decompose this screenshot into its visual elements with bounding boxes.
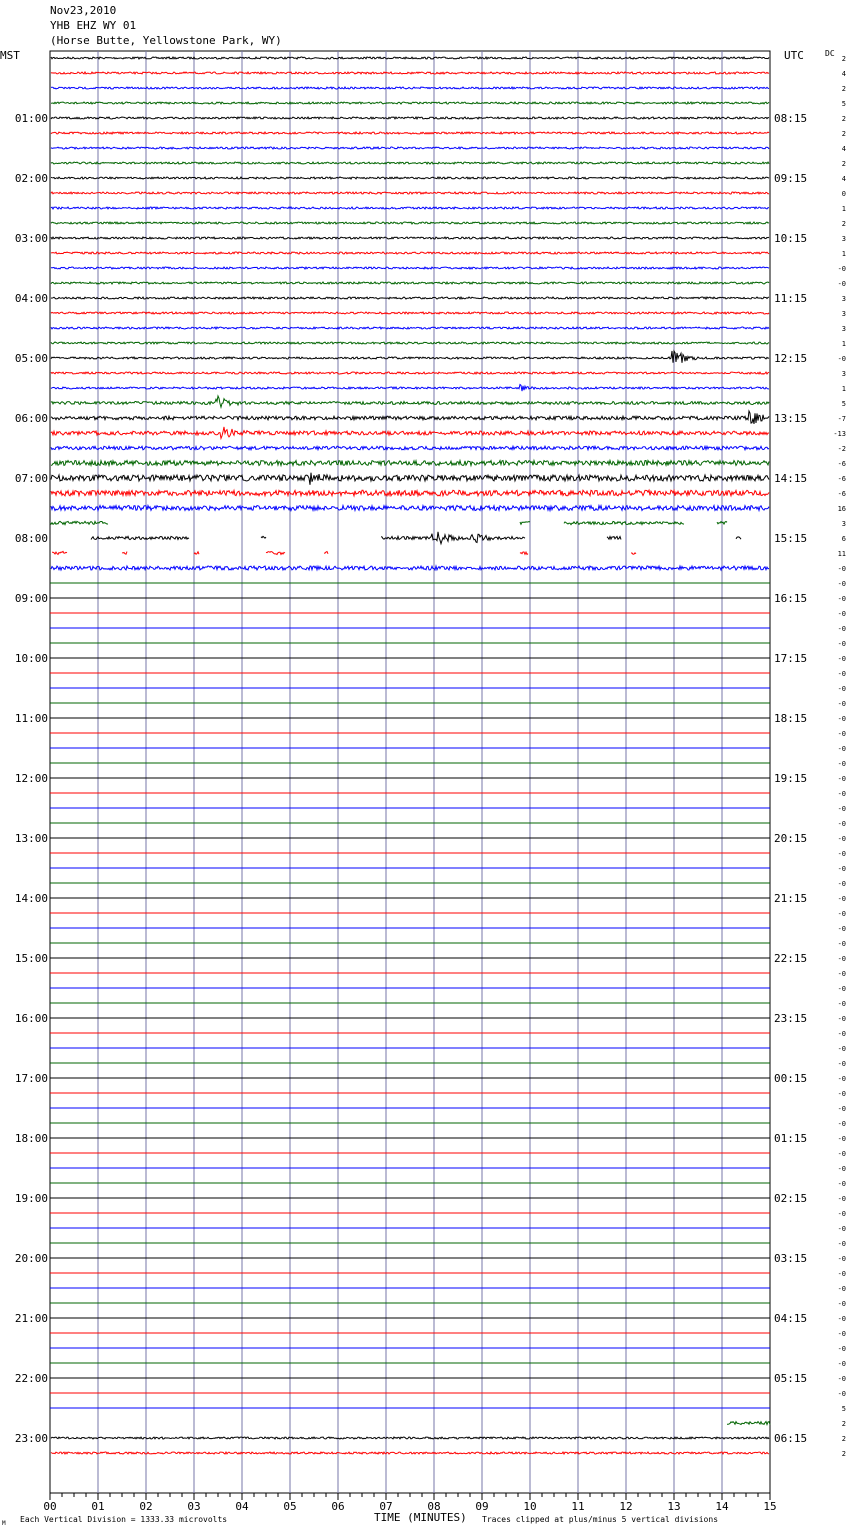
dc-offset-label: -0 [837, 1105, 846, 1113]
dc-column-title: DC [825, 49, 835, 58]
mst-hour-label: 06:00 [14, 412, 48, 425]
trace-segment [261, 536, 266, 538]
mst-hour-label: 11:00 [14, 712, 48, 725]
dc-offset-label: 4 [841, 70, 846, 78]
dc-offset-label: -7 [837, 415, 846, 423]
utc-hour-label: 13:15 [774, 412, 808, 425]
seismic-trace [51, 147, 769, 149]
mst-hour-label: 16:00 [14, 1012, 48, 1025]
dc-offset-label: 11 [837, 550, 846, 558]
dc-offset-label: -0 [837, 925, 846, 933]
dc-offset-label: -0 [837, 580, 846, 588]
seismic-trace [51, 351, 769, 363]
dc-offset-label: 2 [841, 1450, 846, 1458]
dc-offset-label: -0 [837, 1120, 846, 1128]
seismic-trace [51, 237, 769, 239]
x-tick-label: 06 [331, 1500, 345, 1513]
trace-segment [631, 553, 636, 554]
seismic-trace [51, 252, 769, 254]
dc-offset-label: -0 [837, 700, 846, 708]
dc-offset-label: 2 [841, 115, 846, 123]
dc-offset-label: -0 [837, 610, 846, 618]
dc-offset-label: 3 [841, 310, 846, 318]
dc-offset-label: -0 [837, 1045, 846, 1053]
seismic-trace [51, 1437, 769, 1439]
seismic-trace [51, 222, 769, 224]
dc-offset-label: -13 [833, 430, 846, 438]
mst-hour-label: 19:00 [14, 1192, 48, 1205]
corner-mark: M [2, 1520, 6, 1527]
mst-hour-label: 18:00 [14, 1132, 48, 1145]
utc-hour-label: 22:15 [774, 952, 808, 965]
dc-offset-label: 6 [841, 535, 846, 543]
utc-hour-label: 20:15 [774, 832, 808, 845]
dc-offset-label: 0 [841, 190, 846, 198]
mst-hour-label: 21:00 [14, 1312, 48, 1325]
dc-offset-label: 1 [841, 205, 846, 213]
x-tick-label: 03 [187, 1500, 201, 1513]
dc-offset-label: 2 [841, 130, 846, 138]
seismic-trace [51, 132, 769, 134]
x-tick-label: 13 [667, 1500, 681, 1513]
utc-hour-label: 18:15 [774, 712, 808, 725]
x-tick-label: 05 [283, 1500, 297, 1513]
mst-hour-label: 04:00 [14, 292, 48, 305]
seismic-trace [51, 117, 769, 119]
trace-segment [520, 552, 528, 554]
dc-offset-label: -0 [837, 850, 846, 858]
x-tick-label: 01 [91, 1500, 105, 1513]
utc-hour-label: 03:15 [774, 1252, 808, 1265]
dc-offset-label: -0 [837, 1135, 846, 1143]
trace-segment [52, 551, 67, 554]
mst-hour-label: 12:00 [14, 772, 48, 785]
dc-offset-label: -0 [837, 985, 846, 993]
dc-offset-label: -0 [837, 685, 846, 693]
utc-hour-label: 19:15 [774, 772, 808, 785]
dc-offset-label: 1 [841, 340, 846, 348]
seismic-trace [51, 427, 769, 439]
dc-offset-label: 3 [841, 235, 846, 243]
seismic-trace [51, 282, 769, 284]
seismic-trace [51, 385, 769, 392]
seismic-trace [51, 192, 769, 194]
seismic-trace [51, 461, 769, 466]
mst-hour-label: 09:00 [14, 592, 48, 605]
dc-offset-label: 2 [841, 85, 846, 93]
clip-note: Traces clipped at plus/minus 5 vertical divisions [482, 1515, 719, 1524]
dc-offset-label: -0 [837, 355, 846, 363]
utc-hour-label: 11:15 [774, 292, 808, 305]
seismic-trace [51, 473, 769, 485]
dc-offset-label: -0 [837, 1000, 846, 1008]
dc-offset-label: -0 [837, 970, 846, 978]
dc-offset-label: -2 [837, 445, 846, 453]
x-tick-label: 15 [763, 1500, 777, 1513]
dc-offset-label: -0 [837, 760, 846, 768]
utc-hour-label: 17:15 [774, 652, 808, 665]
mst-hour-label: 02:00 [14, 172, 48, 185]
mst-hour-label: 14:00 [14, 892, 48, 905]
utc-hour-label: 21:15 [774, 892, 808, 905]
mst-hour-label: 17:00 [14, 1072, 48, 1085]
utc-hour-label: 12:15 [774, 352, 808, 365]
seismic-trace [51, 72, 769, 74]
dc-offset-label: -0 [837, 1075, 846, 1083]
seismic-trace [51, 207, 769, 209]
scale-note: Each Vertical Division = 1333.33 microvolts [20, 1515, 228, 1524]
x-tick-label: 14 [715, 1500, 729, 1513]
dc-offset-label: -0 [837, 1360, 846, 1368]
trace-segment [736, 537, 741, 539]
dc-offset-label: 3 [841, 295, 846, 303]
utc-axis-title: UTC [784, 49, 804, 62]
dc-offset-label: -0 [837, 1210, 846, 1218]
dc-offset-label: -0 [837, 820, 846, 828]
dc-offset-label: -0 [837, 730, 846, 738]
dc-offset-label: 2 [841, 55, 846, 63]
dc-offset-label: -6 [837, 475, 846, 483]
dc-offset-label: -0 [837, 1180, 846, 1188]
seismic-trace [51, 102, 769, 104]
seismic-trace [51, 372, 769, 374]
dc-offset-label: 1 [841, 385, 846, 393]
mst-hour-label: 15:00 [14, 952, 48, 965]
dc-offset-label: -0 [837, 1240, 846, 1248]
trace-segment [727, 1422, 770, 1425]
dc-offset-label: -0 [837, 955, 846, 963]
dc-offset-label: -0 [837, 565, 846, 573]
dc-offset-label: -0 [837, 1375, 846, 1383]
dc-offset-label: 16 [837, 505, 846, 513]
mst-hour-label: 03:00 [14, 232, 48, 245]
seismic-trace [51, 1452, 769, 1454]
dc-offset-label: -0 [837, 835, 846, 843]
seismic-trace [51, 87, 769, 89]
utc-hour-label: 15:15 [774, 532, 808, 545]
dc-offset-label: -0 [837, 655, 846, 663]
x-axis-title: TIME (MINUTES) [374, 1511, 467, 1524]
seismic-trace [51, 177, 769, 179]
dc-offset-label: -0 [837, 940, 846, 948]
dc-offset-label: -0 [837, 280, 846, 288]
seismic-trace [51, 411, 769, 424]
dc-offset-label: -0 [837, 895, 846, 903]
dc-offset-label: 5 [841, 100, 846, 108]
dc-offset-label: -0 [837, 715, 846, 723]
mst-hour-label: 07:00 [14, 472, 48, 485]
dc-offset-label: 3 [841, 325, 846, 333]
dc-offset-label: -6 [837, 460, 846, 468]
dc-offset-label: -0 [837, 1015, 846, 1023]
mst-hour-label: 13:00 [14, 832, 48, 845]
dc-offset-label: -0 [837, 880, 846, 888]
dc-offset-label: 4 [841, 145, 846, 153]
dc-offset-label: -0 [837, 1270, 846, 1278]
station-location: (Horse Butte, Yellowstone Park, WY) [50, 34, 282, 47]
dc-offset-label: -0 [837, 670, 846, 678]
trace-segment [381, 532, 525, 544]
seismic-trace [51, 327, 769, 329]
dc-offset-label: 3 [841, 520, 846, 528]
dc-offset-label: 5 [841, 400, 846, 408]
dc-offset-label: -0 [837, 1315, 846, 1323]
x-tick-label: 12 [619, 1500, 633, 1513]
seismic-trace [51, 506, 769, 511]
mst-axis-title: MST [0, 49, 20, 62]
trace-segment [50, 521, 108, 524]
dc-offset-label: -0 [837, 595, 846, 603]
trace-segment [607, 536, 621, 539]
dc-offset-label: -0 [837, 625, 846, 633]
dc-offset-label: -0 [837, 1390, 846, 1398]
dc-offset-label: 4 [841, 175, 846, 183]
trace-segment [520, 522, 530, 525]
dc-offset-label: -0 [837, 1165, 846, 1173]
dc-offset-label: -0 [837, 805, 846, 813]
dc-offset-label: 2 [841, 160, 846, 168]
x-tick-label: 00 [43, 1500, 57, 1513]
dc-offset-label: -0 [837, 265, 846, 273]
dc-offset-label: -0 [837, 1030, 846, 1038]
trace-segment [91, 536, 189, 539]
utc-hour-label: 14:15 [774, 472, 808, 485]
station-code: YHB EHZ WY 01 [50, 19, 137, 32]
dc-offset-label: -0 [837, 1255, 846, 1263]
dc-offset-label: 2 [841, 220, 846, 228]
dc-offset-label: -0 [837, 1300, 846, 1308]
seismic-trace [51, 490, 769, 496]
utc-hour-label: 10:15 [774, 232, 808, 245]
x-tick-label: 09 [475, 1500, 489, 1513]
dc-offset-label: -0 [837, 1330, 846, 1338]
mst-hour-label: 05:00 [14, 352, 48, 365]
dc-offset-label: -0 [837, 1150, 846, 1158]
seismic-trace [51, 396, 769, 407]
trace-segment [194, 552, 199, 554]
mst-hour-label: 08:00 [14, 532, 48, 545]
utc-hour-label: 23:15 [774, 1012, 808, 1025]
utc-hour-label: 02:15 [774, 1192, 808, 1205]
mst-hour-label: 01:00 [14, 112, 48, 125]
mst-hour-label: 10:00 [14, 652, 48, 665]
dc-offset-label: 2 [841, 1420, 846, 1428]
seismic-trace [51, 566, 769, 570]
trace-segment [266, 552, 285, 555]
dc-offset-label: -0 [837, 1345, 846, 1353]
dc-offset-label: -0 [837, 790, 846, 798]
utc-hour-label: 06:15 [774, 1432, 808, 1445]
trace-segment [564, 521, 684, 524]
seismic-trace [51, 342, 769, 344]
dc-offset-label: -0 [837, 1195, 846, 1203]
utc-hour-label: 09:15 [774, 172, 808, 185]
mst-hour-label: 23:00 [14, 1432, 48, 1445]
utc-hour-label: 05:15 [774, 1372, 808, 1385]
utc-hour-label: 04:15 [774, 1312, 808, 1325]
utc-hour-label: 16:15 [774, 592, 808, 605]
dc-offset-label: -0 [837, 910, 846, 918]
dc-offset-label: -0 [837, 745, 846, 753]
dc-offset-label: 2 [841, 1435, 846, 1443]
dc-offset-label: 5 [841, 1405, 846, 1413]
dc-offset-label: -0 [837, 1225, 846, 1233]
utc-hour-label: 08:15 [774, 112, 808, 125]
dc-offset-label: 1 [841, 250, 846, 258]
x-tick-label: 11 [571, 1500, 585, 1513]
seismic-trace [51, 267, 769, 269]
dc-offset-label: -0 [837, 640, 846, 648]
seismic-trace [51, 446, 769, 450]
seismic-trace [51, 312, 769, 314]
plot-date: Nov23,2010 [50, 4, 117, 17]
trace-segment [122, 552, 127, 555]
x-tick-label: 02 [139, 1500, 153, 1513]
dc-offset-label: -0 [837, 1285, 846, 1293]
utc-hour-label: 00:15 [774, 1072, 808, 1085]
seismic-trace [51, 57, 769, 59]
dc-offset-label: -0 [837, 865, 846, 873]
dc-offset-label: -0 [837, 1060, 846, 1068]
utc-hour-label: 01:15 [774, 1132, 808, 1145]
plot-frame [50, 51, 770, 1493]
seismic-trace [51, 297, 769, 299]
x-tick-label: 10 [523, 1500, 537, 1513]
mst-hour-label: 20:00 [14, 1252, 48, 1265]
dc-offset-label: -6 [837, 490, 846, 498]
x-tick-label: 08 [427, 1500, 441, 1513]
dc-offset-label: -0 [837, 1090, 846, 1098]
x-tick-label: 04 [235, 1500, 249, 1513]
x-tick-label: 07 [379, 1500, 393, 1513]
seismic-trace [51, 162, 769, 164]
mst-hour-label: 22:00 [14, 1372, 48, 1385]
dc-offset-label: 3 [841, 370, 846, 378]
trace-segment [324, 552, 328, 554]
dc-offset-label: -0 [837, 775, 846, 783]
